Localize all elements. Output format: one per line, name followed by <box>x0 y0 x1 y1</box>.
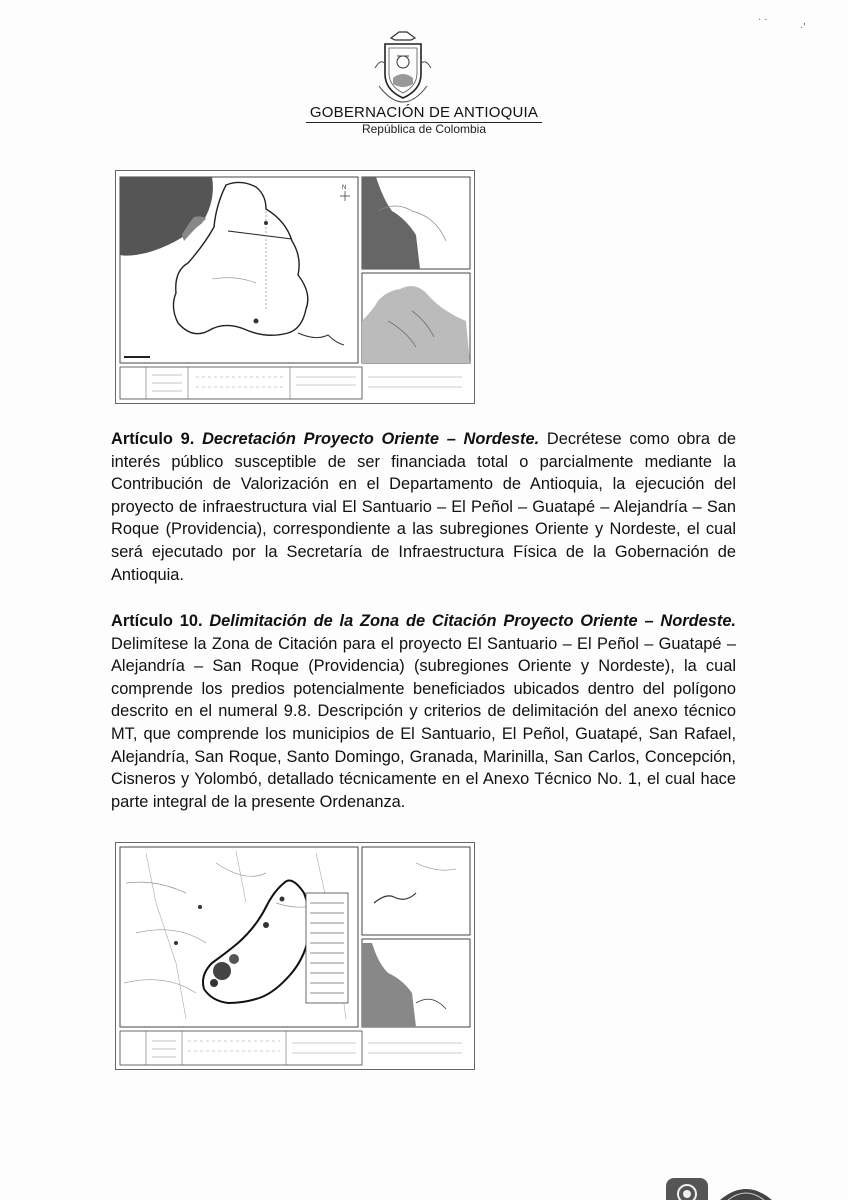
coat-of-arms-icon <box>371 28 435 106</box>
article-10-number: Artículo 10. <box>111 612 203 630</box>
article-10-body: Delimítese la Zona de Citación para el proyecto El Santuario – El Peñol – Guatapé – Alejandría – San Roque (Providencia) (subregiones Oriente y Nordeste), la cual comprende los predios potencialmente beneficiados ubicados dentro del polígono descrito en el numeral 9.8. Descripción y criterios de delimitación del anexo técnico MT, que comprende los municipios de El Santuario, El Peñol, Guatapé, San Rafael, Alejandría, San Roque, Santo Domingo, Granada, Marinilla, San Carlos, Concepción, Cisneros y Yolombó, detallado técnicamente en el Anexo Técnico No. 1, el cual hace parte integral de la presente Ordenanza. <box>111 634 736 811</box>
article-10-title: Delimitación de la Zona de Citación Proyecto Oriente – Nordeste. <box>209 612 736 630</box>
article-10-paragraph <box>111 610 736 813</box>
project-map-figure <box>115 842 475 1070</box>
article-9-number: Artículo 9. <box>111 430 195 448</box>
article-9-paragraph <box>111 428 736 586</box>
citation-zone-map-figure <box>115 170 475 404</box>
scan-mark: · · <box>758 14 768 25</box>
scan-mark: ·′ <box>800 22 806 33</box>
article-9-body: Decrétese como obra de interés público susceptible de ser financiada total o parcialmente mediante la Contribución de Valorización en el Departamento de Antioquia, la ejecución del proyecto de infraestructura vial El Santuario – El Peñol – Guatapé – Alejandría – San Roque (Providencia), correspondiente a las subregiones Oriente y Nordeste, el cual será ejecutado por la Secretaría de Infraestructura Física de la Gobernación de Antioquia. <box>111 430 736 584</box>
project-map-icon <box>116 843 474 1069</box>
svg-text:N: N <box>342 185 347 191</box>
country-name: República de Colombia <box>361 122 487 136</box>
seal-logo-icon <box>664 1176 710 1200</box>
secondary-seal-icon <box>716 1182 776 1200</box>
institution-name: GOBERNACIÓN DE ANTIOQUIA <box>0 104 848 121</box>
citation-zone-map-icon <box>116 171 474 403</box>
article-9-title: Decretación Proyecto Oriente – Nordeste. <box>202 430 540 448</box>
